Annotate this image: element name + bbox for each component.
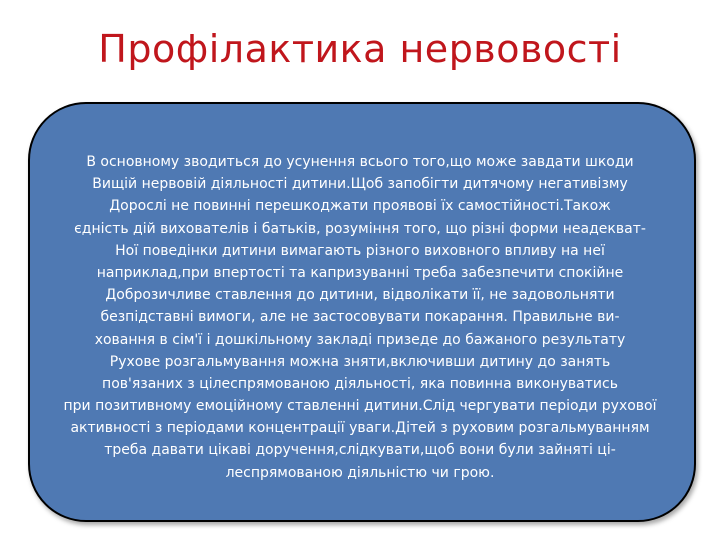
- body-line: В основному зводиться до усунення всього того,що може завдати шкоди: [86, 154, 634, 170]
- body-text: [30, 151, 690, 484]
- body-line: Дорослі не повинні перешкоджати проявові їх самостійності.Також: [109, 198, 611, 215]
- body-line: при позитивному емоційному ставленні дитини.Слід чергувати періоди рухової: [63, 398, 657, 415]
- body-line: Доброзичливе ставлення до дитини, відволікати її, не задовольняти: [105, 287, 615, 304]
- body-line: ховання в сім'ї і дошкільному закладі призеде до бажаного результату: [94, 331, 626, 348]
- body-line: леспрямованою діяльністю чи грою.: [225, 464, 495, 481]
- body-line: Ної поведінки дитини вимагають різного виховного впливу на неї: [115, 242, 605, 259]
- body-line: пов'язаних з цілеспрямованою діяльності, яка повинна виконуватись: [102, 375, 618, 392]
- body-line: безпідставні вимоги, але не застосовувати покарання. Правильне ви-: [100, 309, 620, 326]
- body-line: наприклад,при впертості та капризуванні треба забезпечити спокійне: [96, 264, 624, 281]
- body-line: активності з періодами концентрації уваги.Дітей з руховим розгальмуванням: [70, 420, 650, 437]
- body-line: єдність дій вихователів і батьків, розуміння того, що різні форми неадекват-: [74, 220, 646, 237]
- body-line: Вищій нервовій діяльності дитини.Щоб запобігти дитячому негативізму: [92, 176, 628, 193]
- body-line: треба давати цікаві доручення,слідкувати,щоб вони були зайняті ці-: [104, 442, 616, 459]
- body-line: Рухове розгальмування можна зняти,включивши дитину до занять: [109, 353, 611, 370]
- slide-title: Профілактика нервовості: [98, 27, 622, 71]
